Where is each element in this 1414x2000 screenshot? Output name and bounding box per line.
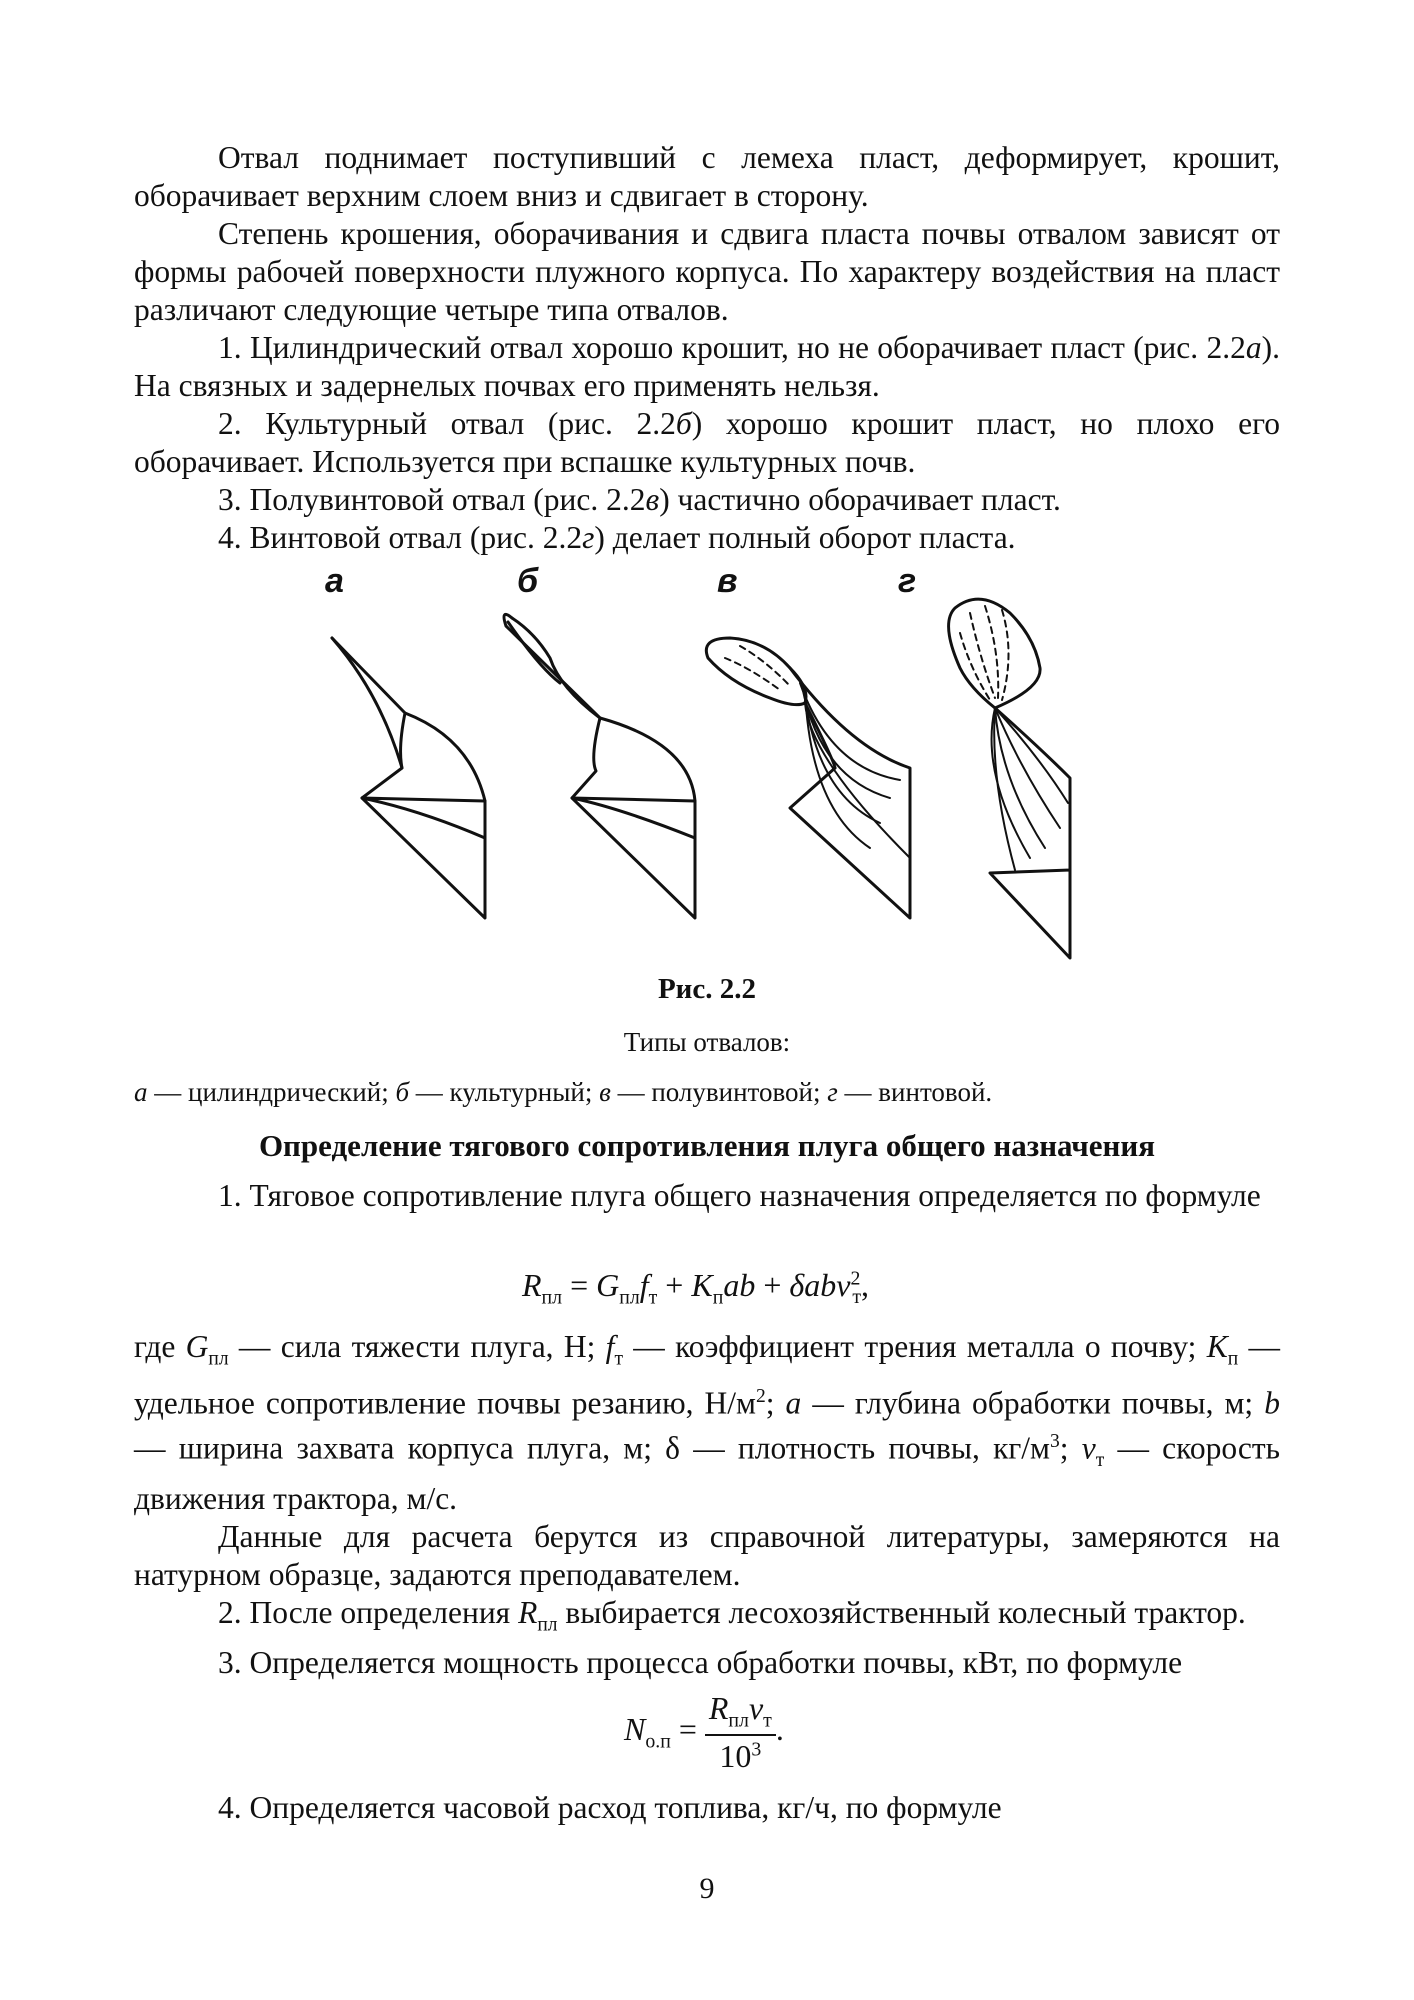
section-text-3 <box>134 1789 1280 1827</box>
list-item: 3. Определяется мощность процесса обработки почвы, кВт, по формуле <box>218 1644 1183 1680</box>
formula-explanation: где $G_{пл}$ — сила тяжести плуга, Н; $f_т$ — коэффициент трения металла о почву; $K_п$ — удельное сопротивление почвы резанию, $Н/м^2$; a — глубина обработки почвы, м; b — ширина захвата корпуса плуга, м; δ — плотность почвы, $кг/м^3$; $v_т$ — скорость движения трактора, м/с. <box>134 1329 1280 1516</box>
figure-caption-title: Рис. 2.2 <box>657 973 757 1005</box>
list-item: 2. После определения $R_{пл}$ выбирается лесохозяйственный колесный трактор. <box>218 1594 1246 1635</box>
figure-label-b: б <box>517 562 539 600</box>
moldboard-v-drawing <box>706 638 910 918</box>
figure-label-g: г <box>898 562 917 600</box>
formula-traction-resistance: $R_{пл} = G_{пл}f_т + K_пab + \delta abv^2_т$, <box>522 1267 870 1309</box>
page-number: 9 <box>699 1872 715 1905</box>
figure-legend: а — цилиндрический; б — культурный; в — полувинтовой; г — винтовой. <box>134 1077 993 1107</box>
list-item: 1. Цилиндрический отвал хорошо крошит, но не оборачивает пласт (рис. 2.2а). На связных и задернелых почвах его применять нельзя. <box>134 330 1280 403</box>
moldboard-b-drawing <box>504 614 695 918</box>
section-text-1 <box>134 1177 1280 1215</box>
figure-caption-subtitle: Типы отвалов: <box>623 1027 791 1057</box>
paragraph: Степень крошения, оборачивания и сдвига пласта почвы отвалом зависят от формы рабочей поверхности плужного корпуса. По характеру воздействия на пласт различают следующие четыре типа отвалов. <box>134 216 1280 327</box>
list-item: 3. Полувинтовой отвал (рис. 2.2в) частично оборачивает пласт. <box>218 482 1061 517</box>
formula-power: $N_{о.п}$ = $\frac{R_{пл}v_т}{10^3}$ . <box>624 1690 784 1775</box>
list-item: 2. Культурный отвал (рис. 2.2б) хорошо крошит пласт, но плохо его оборачивает. Используется при вспашке культурных почв. <box>134 406 1280 479</box>
section-text-2 <box>134 1328 1280 1682</box>
list-item: 1. Тяговое сопротивление плуга общего назначения определяется по формуле <box>218 1178 1261 1213</box>
moldboard-g-drawing <box>949 599 1070 958</box>
moldboard-types-figure <box>290 558 1120 978</box>
paragraph: Отвал поднимает поступивший с лемеха пласт, деформирует, крошит, оборачивает верхним слоем вниз и сдвигает в сторону. <box>134 140 1280 213</box>
figure-label-a: а <box>325 562 344 600</box>
figure-label-v: в <box>717 562 738 600</box>
moldboard-a-drawing <box>332 638 485 918</box>
list-item: 4. Винтовой отвал (рис. 2.2г) делает полный оборот пласта. <box>218 520 1016 555</box>
section-heading: Определение тягового сопротивления плуга общего назначения <box>258 1128 1156 1163</box>
paragraph: Данные для расчета берутся из справочной литературы, замеряются на натурном образце, задаются преподавателем. <box>134 1518 1280 1592</box>
intro-text <box>134 139 1280 557</box>
list-item: 4. Определяется часовой расход топлива, кг/ч, по формуле <box>218 1790 1002 1825</box>
